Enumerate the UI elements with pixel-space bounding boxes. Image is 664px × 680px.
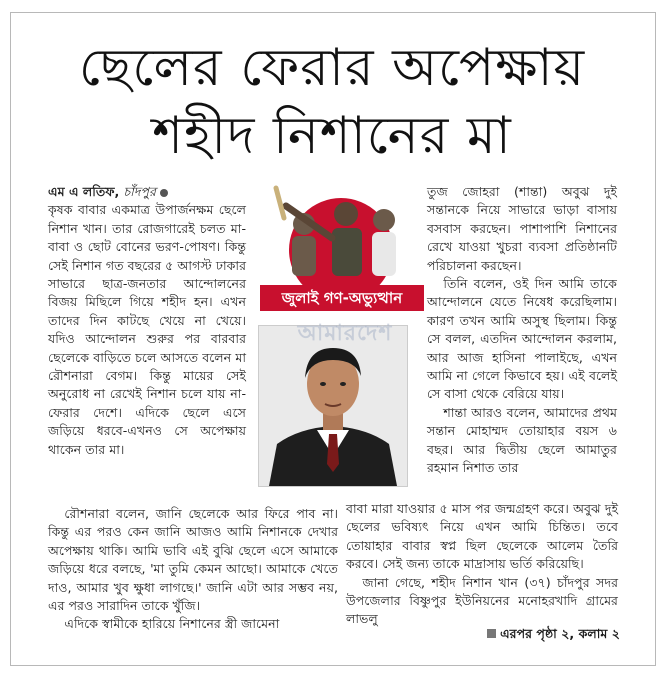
- bottom-right-column: [346, 500, 618, 629]
- continuation-note: [450, 625, 620, 643]
- bullet-icon: [160, 189, 168, 197]
- bottom-left-column: [48, 505, 338, 634]
- paragraph: কৃষক বাবার একমাত্র উপার্জনক্ষম ছেলে নিশান খান। তার রোজগারেই চলত মা-বাবা ও ছোট বোনের ভরণ-পোষণ। কিন্তু সেই নিশান গত বছরের ৫ আগস্ট ঢাকার সাভারে ছাত্র-জনতার আন্দোলনের বিজয় মিছিলে গিয়ে শহীদ হন। এখন তাদের দিন কাটছে খেয়ে না খেয়ে। যদিও আন্দোলন শুরুর পর বারবার ছেলেকে বাড়িতে চলে আসতে বলেন মা রৌশনারা বেগম। কিন্তু মায়ের সেই অনুরোধ না রেখেই নিশান চলে যায় না-ফেরার দেশে। এদিকে ছেলে এসে জড়িয়ে ধরবে-এখনও সে অপেক্ষায় থাকেন তার মা।: [48, 202, 246, 457]
- square-bullet-icon: [487, 629, 496, 638]
- paragraph: তিনি বলেন, ওই দিন আমি তাকে আন্দোলনে যেতে নিষেধ করেছিলাম। কারণ তখন আমি অসুস্থ ছিলাম। কিন্তু সে বলল, এতদিন আন্দোলন করলাম, আর আজ হাসিনা পালাইছে, এখন আমি না গেলে কিভাবে হয়। এই বলেই সে বাসা থেকে বেরিয়ে যায়।: [427, 276, 617, 402]
- headline-line-2: শহীদ নিশানের মা: [152, 106, 512, 166]
- right-column: [427, 183, 617, 478]
- left-column: [48, 183, 246, 459]
- paragraph: রৌশনারা বলেন, জানি ছেলেকে আর ফিরে পাব না। কিন্তু এর পরও কেন জানি আজও আমি নিশানকে দেখার অপেক্ষায় থাকি। আমি ভাবি এই বুঝি ছেলে এসে আমাকে জড়িয়ে ধরে বলছে, 'মা তুমি কেমন আছো। আমাকে খেতে দাও, আমার খুব ক্ষুধা লাগছে।' জানি এটা আর সম্ভব নয়, এর পরও সারাদিন তাকে খুঁজি।: [48, 506, 338, 614]
- july-uprising-banner: জুলাই গণ-অভ্যুত্থান: [260, 285, 424, 311]
- paragraph: জানা গেছে, শহীদ নিশান খান (৩৭) চাঁদপুর সদর উপজেলার বিষ্ণুপুর ইউনিয়নের মনোহরখাদি গ্রামের লাভলু: [346, 574, 618, 627]
- byline-name: এম এ লতিফ,: [48, 184, 120, 199]
- paragraph: বাবা মারা যাওয়ার ৫ মাস পর জন্মগ্রহণ করে। অবুঝ দুই ছেলের ভবিষ্যৎ নিয়ে এখন আমি চিন্তিত। তবে তোয়াহার বাবার স্বপ্ন ছিল ছেলেকে আলেম তৈরি করবে। সেই জন্য তাকে মাদ্রাসায় ভর্তি করিয়েছি।: [346, 501, 618, 572]
- byline-place: চাঁদপুর: [119, 184, 156, 199]
- paragraph: শান্তা আরও বলেন, আমাদের প্রথম সন্তান মোহাম্মদ তোয়াহার বয়স ৬ বছর। আর দ্বিতীয় ছেলে আমাতুর রহমান নিশাত তার: [427, 404, 617, 476]
- byline: [48, 183, 246, 201]
- headline-line-1: ছেলের ফেরার অপেক্ষায়: [78, 38, 586, 98]
- publisher-watermark: আমারদেশ: [297, 321, 393, 346]
- paragraph: তুজ জোহরা (শান্তা) অবুঝ দুই সন্তানকে নিয়ে সাভারে ভাড়া বাসায় বসবাস করছেন। পাশাপাশি নিশানের রেখে যাওয়া খুচরা ব্যবসা প্রতিষ্ঠানটি পরিচালনা করছেন।: [427, 184, 617, 273]
- paragraph: এদিকে স্বামীকে হারিয়ে নিশানের স্ত্রী জামেনা: [64, 616, 280, 632]
- continuation-text: এরপর পৃষ্ঠা ২, কলাম ২: [500, 626, 620, 641]
